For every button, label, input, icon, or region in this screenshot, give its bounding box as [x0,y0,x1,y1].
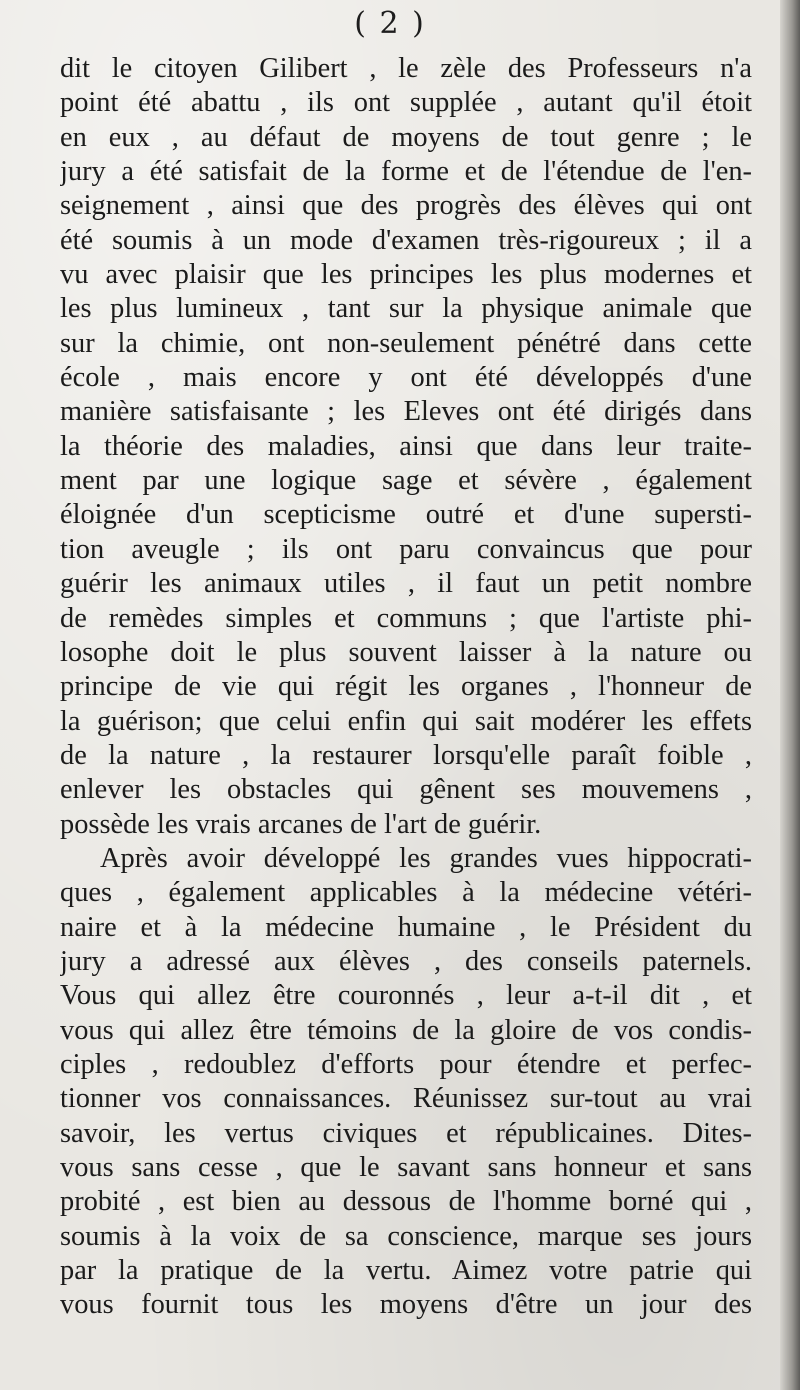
text-line: tionner vos connaissances. Réunissez sur-tout au vrai [60,1083,752,1115]
body-text [60,52,752,1323]
text-line: éloignée d'un scepticisme outré et d'une supersti- [60,499,752,531]
text-line: Vous qui allez être couronnés , leur a-t-il dit , et [60,980,752,1012]
text-line: losophe doit le plus souvent laisser à la nature ou [60,636,752,668]
text-line: la théorie des maladies, ainsi que dans leur traite- [60,430,752,462]
text-line: ment par une logique sage et sévère , également [60,465,752,497]
text-line: naire et à la médecine humaine , le Président du [60,911,752,943]
text-line: vous qui allez être témoins de la gloire de vos condis- [60,1014,752,1046]
text-line: vous fournit tous les moyens d'être un jour des [60,1289,752,1321]
text-line: ques , également applicables à la médecine vétéri- [60,877,752,909]
text-line: manière satisfaisante ; les Eleves ont été dirigés dans [60,396,752,428]
text-line: de la nature , la restaurer lorsqu'elle paraît foible , [60,739,752,771]
text-line: vous sans cesse , que le savant sans honneur et sans [60,1152,752,1183]
text-line: savoir, les vertus civiques et républicaines. Dites- [60,1117,752,1149]
paragraph-start-line: Après avoir développé les grandes vues hippocrati- [100,842,752,874]
text-line: jury a adressé aux élèves , des conseils paternels. [60,945,752,977]
text-line: de remèdes simples et communs ; que l'artiste phi- [60,602,752,634]
paragraph-end-line: possède les vrais arcanes de l'art de guérir. [60,808,542,840]
text-line: ciples , redoublez d'efforts pour étendre et perfec- [60,1048,752,1080]
text-line: été soumis à un mode d'examen très-rigoureux ; il a [60,224,752,256]
text-line: seignement , ainsi que des progrès des élèves qui ont [60,190,752,222]
text-line: principe de vie qui régit les organes , l'honneur de [60,671,752,703]
text-line: par la pratique de la vertu. Aimez votre patrie qui [60,1255,752,1287]
text-line: école , mais encore y ont été développés d'une [60,362,752,394]
text-line: jury a été satisfait de la forme et de l'étendue de l'en- [60,156,752,188]
text-line: vu avec plaisir que les principes les plus modernes et [60,259,752,291]
text-line: enlever les obstacles qui gênent ses mouvemens , [60,774,752,806]
text-line: les plus lumineux , tant sur la physique animale que [60,293,752,325]
text-line: en eux , au défaut de moyens de tout genre ; le [60,121,752,153]
text-line: probité , est bien au dessous de l'homme borné qui , [60,1186,752,1218]
text-line: dit le citoyen Gilibert , le zèle des Professeurs n'a [60,53,752,84]
page-edge-shadow [780,0,800,1390]
text-line: la guérison; que celui enfin qui sait modérer les effets [60,705,752,737]
text-line: soumis à la voix de sa conscience, marque ses jours [60,1220,752,1252]
text-line: point été abattu , ils ont supplée , autant qu'il étoit [60,87,752,119]
text-line: sur la chimie, ont non-seulement pénétré dans cette [60,327,752,359]
page-number: ( 2 ) [354,6,426,41]
text-line: guérir les animaux utiles , il faut un petit nombre [60,568,752,600]
text-line: tion aveugle ; ils ont paru convaincus que pour [60,533,752,565]
